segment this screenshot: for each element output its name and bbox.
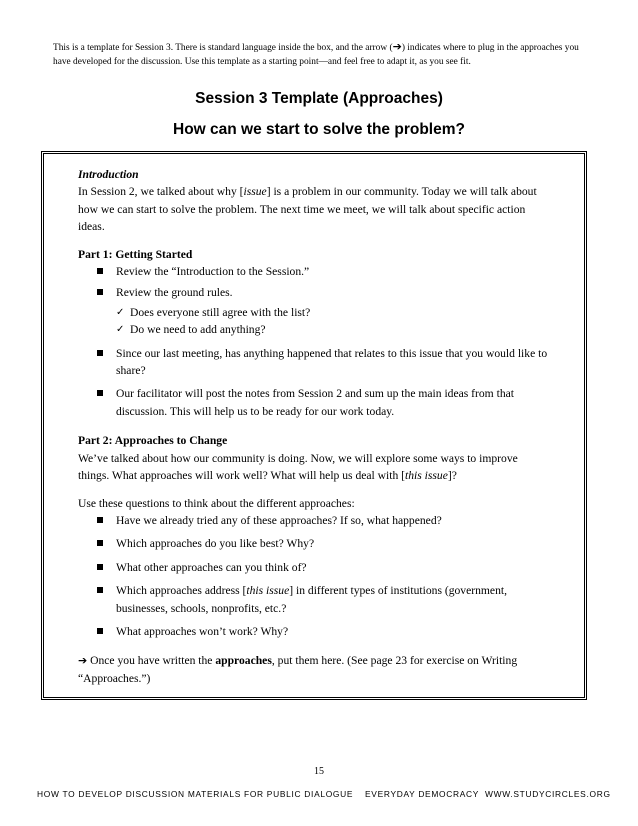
issue-placeholder: issue [243,185,267,199]
list-item [78,623,548,640]
template-box [41,151,587,700]
checkmark-icon: ✓ [116,324,125,336]
introduction-heading: Introduction [78,168,139,181]
final-text-b: , put them here. (See page 23 for exercise on Writing “Approaches.”) [78,654,518,685]
list-item-text-a: Which approaches address [ [116,584,247,598]
arrow-icon: ➔ [392,40,402,53]
part2-heading: Part 2: Approaches to Change [78,434,228,448]
ground-rules-checklist [78,304,548,339]
square-bullet-icon [97,350,103,356]
square-bullet-icon [97,390,103,396]
check-item [78,321,548,338]
instructions-text-end: ) indicates where to plug in the approaches you have developed for the discussion. Use this template as a starting point—and feel free to adapt it, as you see fit. [53,43,579,67]
footer-organization: EVERYDAY DEMOCRACY [365,789,480,799]
square-bullet-icon [97,564,103,570]
part2-paragraph [78,450,548,485]
square-bullet-icon [97,289,103,295]
page-title: Session 3 Template (Approaches) [195,90,443,107]
introduction-paragraph [78,183,548,235]
questions-intro: Use these questions to think about the different approaches: [78,496,355,510]
approaches-keyword: approaches [215,654,272,668]
template-box-content [78,166,548,687]
list-item-text: What other approaches can you think of? [116,560,307,574]
square-bullet-icon [97,587,103,593]
square-bullet-icon [97,628,103,634]
part1-list [78,263,548,302]
list-item-text: Since our last meeting, has anything happened that relates to this issue that you would like to share? [116,346,548,378]
part2-text-a: We’ve talked about how our community is doing. Now, we will explore some ways to improve things. What approaches will work well? What will help us deal with [ [78,451,518,483]
list-item [78,263,548,280]
part1-heading: Part 1: Getting Started [78,247,193,261]
footer-publication-title: HOW TO DEVELOP DISCUSSION MATERIALS FOR PUBLIC DIALOGUE [37,789,354,799]
template-instructions [53,40,593,69]
checkmark-icon: ✓ [116,306,125,318]
intro-text-b: ] is a problem in our community. Today we will talk about how we can start to solve the problem. The next time we meet, we will talk about specific action ideas. [78,185,537,234]
intro-text-a: In Session 2, we talked about why [ [78,185,244,199]
page-number: 15 [314,766,324,777]
issue-placeholder: this issue [246,584,290,598]
issue-placeholder: this issue [405,469,448,483]
list-item [78,559,548,576]
part1-list-continued [78,345,548,421]
square-bullet-icon [97,517,103,523]
instructions-text-start: This is a template for Session 3. There is standard language inside the box, and the arrow ( [53,43,393,53]
list-item [78,284,548,301]
list-item-text: What approaches won’t work? Why? [116,624,289,638]
page-subtitle: How can we start to solve the problem? [173,121,465,138]
list-item [78,582,548,617]
square-bullet-icon [97,268,103,274]
check-item-text: Do we need to add anything? [130,323,266,337]
final-text-a: Once you have written the [87,654,216,668]
footer-website: WWW.STUDYCIRCLES.ORG [485,789,611,799]
square-bullet-icon [97,540,103,546]
list-item-text: Review the ground rules. [116,286,233,300]
list-item-text: Our facilitator will post the notes from Session 2 and sum up the main ideas from that discussion. This will help us to be ready for our work today. [116,387,514,418]
list-item [78,535,548,552]
part2-text-b: ]? [447,469,457,483]
approaches-insert-instruction [78,652,548,687]
list-item [78,345,548,380]
check-item [78,304,548,321]
list-item [78,385,548,420]
list-item-text: Which approaches do you like best? Why? [116,537,315,551]
list-item-text: Review the “Introduction to the Session.” [116,265,310,279]
list-item [78,512,548,529]
questions-list [78,512,548,640]
check-item-text: Does everyone still agree with the list? [130,305,311,319]
list-item-text: Have we already tried any of these approaches? If so, what happened? [116,513,442,527]
list-item-text-b: ] in different types of institutions (government, businesses, schools, nonprofits, etc.? [116,584,507,615]
arrow-icon: ➔ [78,654,88,668]
